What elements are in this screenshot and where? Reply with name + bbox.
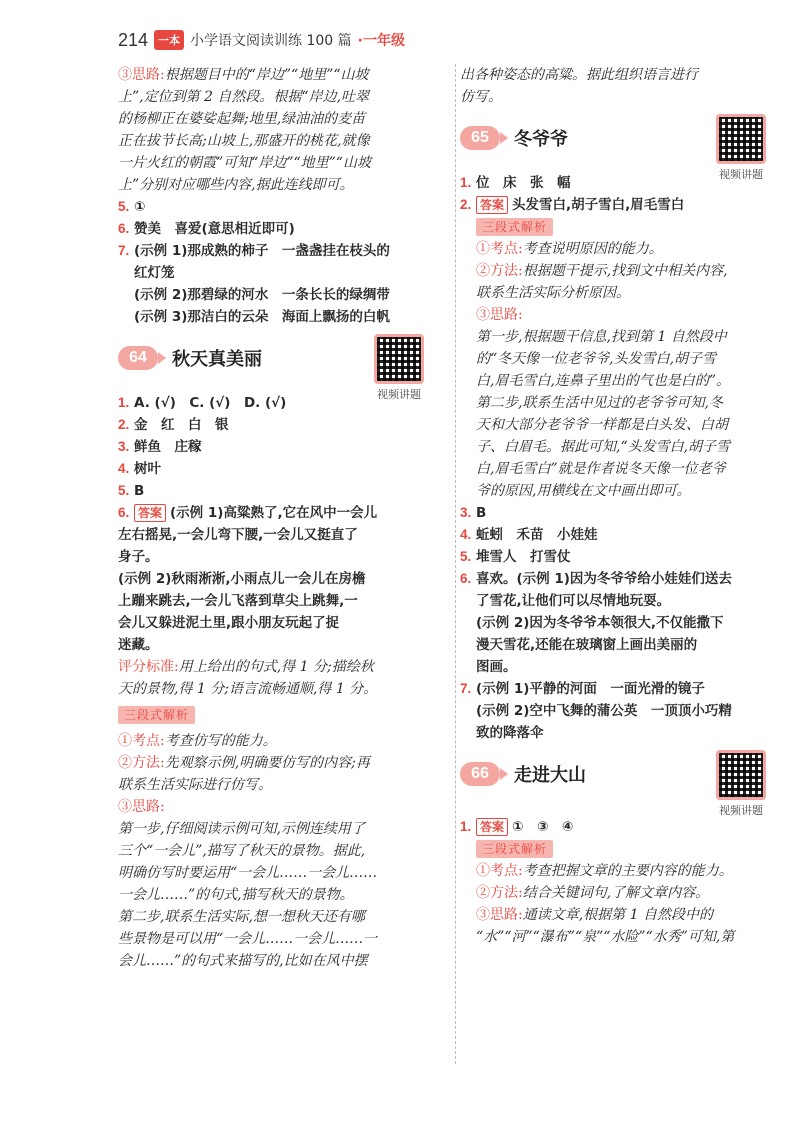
s64-q5: 5. B [118,483,145,499]
s64-q6-line: 会儿又躲进泥土里,跟小朋友玩起了捉 [118,615,340,631]
silu-line: 子、白眉毛。据此可知,“头发雪白,胡子雪 [476,439,731,455]
answer-tag: 答案 [134,504,166,522]
q7-answer-line: (示例 3)那洁白的云朵 海面上飘扬的白帆 [134,309,390,325]
s65-q4: 4. 蚯蚓 禾苗 小娃娃 [460,527,598,543]
fangfa: ②方法:结合关键词句,了解文章内容。 [476,885,710,901]
s66-q1: 1. 答案 ① ③ ④ [460,819,574,835]
silu-line: 的“冬天像一位老爷爷,头发雪白,胡子雪 [476,351,717,367]
s64-q6: 6. 答案 (示例 1)高粱熟了,它在风中一会儿 [118,505,378,521]
silu: ③思路:通读文章,根据第 1 自然段中的 [476,907,713,923]
q3-silu-line: 上”,定位到第 2 自然段。根据“岸边,吐翠 [118,89,370,105]
s65-q2: 2. 答案 头发雪白,胡子雪白,眉毛雪白 [460,197,685,213]
q3-silu-line: 的杨柳正在婆娑起舞;地里,绿油油的麦苗 [118,111,366,127]
answer-tag: 答案 [476,818,508,836]
answer-tag: 答案 [476,196,508,214]
video-qr[interactable] [706,750,776,818]
cont-line: 出各种姿态的高粱。据此组织语言进行 [460,67,698,83]
video-qr[interactable] [706,114,776,182]
silu-line: 会儿……”的句式来描写的,比如在风中摆 [118,953,368,969]
qr-code-icon [716,750,766,800]
s64-q6-line: 左右摇晃,一会儿弯下腰,一会儿又挺直了 [118,527,358,543]
silu-line: 第一步,根据题干信息,找到第 1 自然段中 [476,329,727,345]
qr-label: 视频讲题 [719,168,763,181]
score-standard: 评分标准:用上给出的句式,得 1 分;描绘秋 [118,659,374,675]
s65-q7-line: 致的降落伞 [476,725,544,741]
video-qr[interactable] [364,334,434,402]
s65-q6: 6. 喜欢。(示例 1)因为冬爷爷给小娃娃们送去 [460,571,732,587]
q3-silu-line: 上”分别对应哪些内容,据此连线即可。 [118,177,354,193]
q3-silu-line: 正在拔节长高;山坡上,那盛开的桃花,就像 [118,133,370,149]
qr-code-icon [716,114,766,164]
q7-answer-line: 红灯笼 [134,265,175,281]
qr-label: 视频讲题 [377,388,421,401]
silu-line: 一会儿……”的句式,描写秋天的景物。 [118,887,354,903]
silu-label: ③思路: [118,799,165,815]
kaodian: ①考点:考查把握文章的主要内容的能力。 [476,863,733,879]
score-standard-line: 天的景物,得 1 分;语言流畅通顺,得 1 分。 [118,681,378,697]
s65-q3: 3. B [460,505,487,521]
qr-label: 视频讲题 [719,804,763,817]
silu-line: 明确仿写时要运用“一会儿……一会儿…… [118,865,378,881]
cont-line: 仿写。 [460,89,502,105]
silu-line: 白,眉毛雪白,连鼻子里出的气也是白的”。 [476,373,731,389]
silu-line: 第一步,仔细阅读示例可知,示例连续用了 [118,821,365,837]
s65-q7: 7. (示例 1)平静的河面 一面光滑的镜子 [460,681,705,697]
sanduan-tag: 三段式解析 [476,840,553,858]
book-title: 小学语文阅读训练 100 篇 [190,33,352,49]
s65-q6-line: 图画。 [476,659,517,675]
s65-q6-line: 漫天雪花,还能在玻璃窗上画出美丽的 [476,637,698,653]
left-column [118,64,438,972]
s65-q6-line: (示例 2)因为冬爷爷本领很大,不仅能撒下 [476,615,724,631]
sanduan-row [460,838,780,860]
silu-line: “水”“河”“瀑布”“泉”“水险”“水秀”可知,第 [476,929,735,945]
q5-answer: 5. ① [118,199,146,215]
s64-q4: 4. 树叶 [118,461,161,477]
qr-code-icon [374,334,424,384]
page-header [118,28,405,52]
section-title: 秋天真美丽 [172,349,262,370]
q7-answer: 7. (示例 1)那成熟的柿子 一盏盏挂在枝头的 [118,243,390,259]
q3-silu-line: ③思路:根据题目中的“岸边”“地里”“山坡 [118,67,369,83]
silu-line: 第二步,联系生活中见过的老爷爷可知,冬 [476,395,723,411]
silu-label: ③思路: [476,307,523,323]
silu-line: 爷的原因,用横线在文中画出即可。 [476,483,691,499]
q7-answer-line: (示例 2)那碧绿的河水 一条长长的绿绸带 [134,287,390,303]
s64-q1: 1. A. (√) C. (√) D. (√) [118,395,287,411]
section-number-badge: 65 [460,126,500,150]
silu-line: 些景物是可以用“一会儿……一会儿……一 [118,931,378,947]
section-title: 冬爷爷 [514,129,568,150]
q6-answer: 6. 赞美 喜爱(意思相近即可) [118,221,295,237]
fangfa: ②方法:先观察示例,明确要仿写的内容;再 [118,755,370,771]
right-column [460,64,780,948]
sanduan-tag: 三段式解析 [118,706,195,724]
brand-logo: 一本 [154,30,184,50]
s64-q6-line: 上蹦来跳去,一会儿飞落到草尖上跳舞,一 [118,593,358,609]
column-divider [455,64,456,1064]
silu-line: 白,眉毛雪白”就是作者说冬天像一位老爷 [476,461,726,477]
silu-line: 天和大部分老爷爷一样都是白头发、白胡 [476,417,728,433]
section-66-header [460,754,780,817]
sanduan-tag: 三段式解析 [476,218,553,236]
s64-q3: 3. 鲜鱼 庄稼 [118,439,202,455]
section-65-header [460,118,780,181]
section-64-header [118,338,438,401]
section-number-badge: 64 [118,346,158,370]
section-title: 走进大山 [514,765,586,786]
s65-q6-line: 了雪花,让他们可以尽情地玩耍。 [476,593,671,609]
s65-q1: 1. 位 床 张 幅 [460,175,571,191]
sanduan-row [118,704,438,726]
s64-q6-line: 身子。 [118,549,159,565]
section-number-badge: 66 [460,762,500,786]
fangfa-line: 联系生活实际分析原因。 [476,285,630,301]
silu-line: 三个“一会儿”,描写了秋天的景物。据此, [118,843,366,859]
s64-q2: 2. 金 红 白 银 [118,417,229,433]
page-number: 214 [118,29,149,50]
sanduan-row [460,216,780,238]
kaodian: ①考点:考查说明原因的能力。 [476,241,663,257]
q3-silu-line: 一片火红的朝霞”可知“岸边”“地里”“山坡 [118,155,371,171]
fangfa-line: 联系生活实际进行仿写。 [118,777,272,793]
s64-q6-line: 迷藏。 [118,637,159,653]
grade-label: ·一年级 [357,33,405,49]
s64-q6-line: (示例 2)秋雨淅淅,小雨点儿一会儿在房檐 [118,571,366,587]
s65-q5: 5. 堆雪人 打雪仗 [460,549,571,565]
kaodian: ①考点:考查仿写的能力。 [118,733,277,749]
fangfa: ②方法:根据题干提示,找到文中相关内容, [476,263,728,279]
silu-line: 第二步,联系生活实际,想一想秋天还有哪 [118,909,365,925]
s65-q7-line: (示例 2)空中飞舞的蒲公英 一顶顶小巧精 [476,703,732,719]
